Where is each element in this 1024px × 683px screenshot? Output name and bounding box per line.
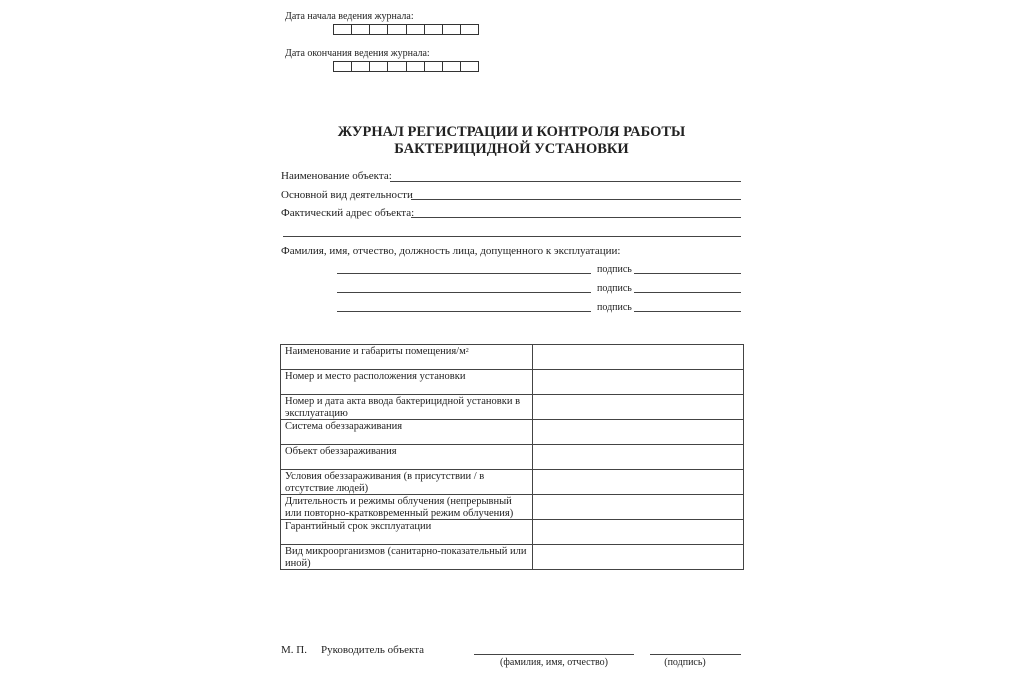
table-row (281, 545, 744, 570)
row-value-disinfection-object[interactable] (533, 445, 744, 470)
object-name-line[interactable] (390, 181, 741, 182)
main-activity-line[interactable] (411, 199, 741, 200)
table-row (281, 345, 744, 370)
stamp-label: М. П. (281, 644, 307, 656)
actual-address-line[interactable] (411, 217, 741, 218)
installation-info-table (280, 344, 744, 570)
document-title-line-2: БАКТЕРИЦИДНОЙ УСТАНОВКИ (394, 141, 629, 157)
signature-line-1[interactable] (634, 273, 741, 274)
responsible-persons-label: Фамилия, имя, отчество, должность лица, допущенного к эксплуатации: (281, 245, 621, 257)
signature-caption: (подпись) (664, 657, 706, 668)
table-row (281, 370, 744, 395)
row-label-disinfection-system: Система обеззараживания (281, 420, 533, 445)
signature-label-1: подпись (597, 264, 632, 275)
main-activity-label: Основной вид деятельности (281, 189, 413, 201)
row-value-disinfection-conditions[interactable] (533, 470, 744, 495)
row-label-commissioning-act: Номер и дата акта ввода бактерицидной установки в эксплуатацию (281, 395, 533, 420)
signature-label-3: подпись (597, 302, 632, 313)
signature-label-2: подпись (597, 283, 632, 294)
row-value-disinfection-system[interactable] (533, 420, 744, 445)
row-value-room-dimensions[interactable] (533, 345, 744, 370)
head-signature-line[interactable] (650, 654, 741, 655)
row-value-warranty-period[interactable] (533, 520, 744, 545)
row-label-installation-location: Номер и место расположения установки (281, 370, 533, 395)
row-value-irradiation-modes[interactable] (533, 495, 744, 520)
row-label-warranty-period: Гарантийный срок эксплуатации (281, 520, 533, 545)
person-line-1[interactable] (337, 273, 591, 274)
row-value-commissioning-act[interactable] (533, 395, 744, 420)
row-label-disinfection-conditions: Условия обеззараживания (в присутствии / в отсутствие людей) (281, 470, 533, 495)
address-continuation-line[interactable] (283, 236, 741, 237)
signature-line-3[interactable] (634, 311, 741, 312)
document-title-line-1: ЖУРНАЛ РЕГИСТРАЦИИ И КОНТРОЛЯ РАБОТЫ (337, 124, 686, 140)
name-caption: (фамилия, имя, отчество) (500, 657, 608, 668)
row-label-disinfection-object: Объект обеззараживания (281, 445, 533, 470)
table-row (281, 445, 744, 470)
row-label-microorganisms: Вид микроорганизмов (санитарно-показательный или иной) (281, 545, 533, 570)
row-label-room-dimensions: Наименование и габариты помещения/$м^2$ (281, 345, 533, 370)
row-value-microorganisms[interactable] (533, 545, 744, 570)
row-label-irradiation-modes: Длительность и режимы облучения (непрерывный или повторно-кратковременный режим облучения) (281, 495, 533, 520)
end-date-label: Дата окончания ведения журнала: (285, 48, 430, 59)
person-line-3[interactable] (337, 311, 591, 312)
table-row (281, 395, 744, 420)
head-of-object-label: Руководитель объекта (321, 644, 425, 656)
actual-address-label: Фактический адрес объекта: (281, 207, 415, 219)
table-row (281, 520, 744, 545)
signature-line-2[interactable] (634, 292, 741, 293)
object-name-label: Наименование объекта: (281, 170, 392, 182)
table-row (281, 495, 744, 520)
start-date-boxes[interactable] (333, 24, 479, 35)
start-date-label: Дата начала ведения журнала: (285, 11, 414, 22)
end-date-boxes[interactable] (333, 61, 479, 72)
table-row (281, 470, 744, 495)
row-value-installation-location[interactable] (533, 370, 744, 395)
head-name-line[interactable] (474, 654, 634, 655)
person-line-2[interactable] (337, 292, 591, 293)
table-row (281, 420, 744, 445)
